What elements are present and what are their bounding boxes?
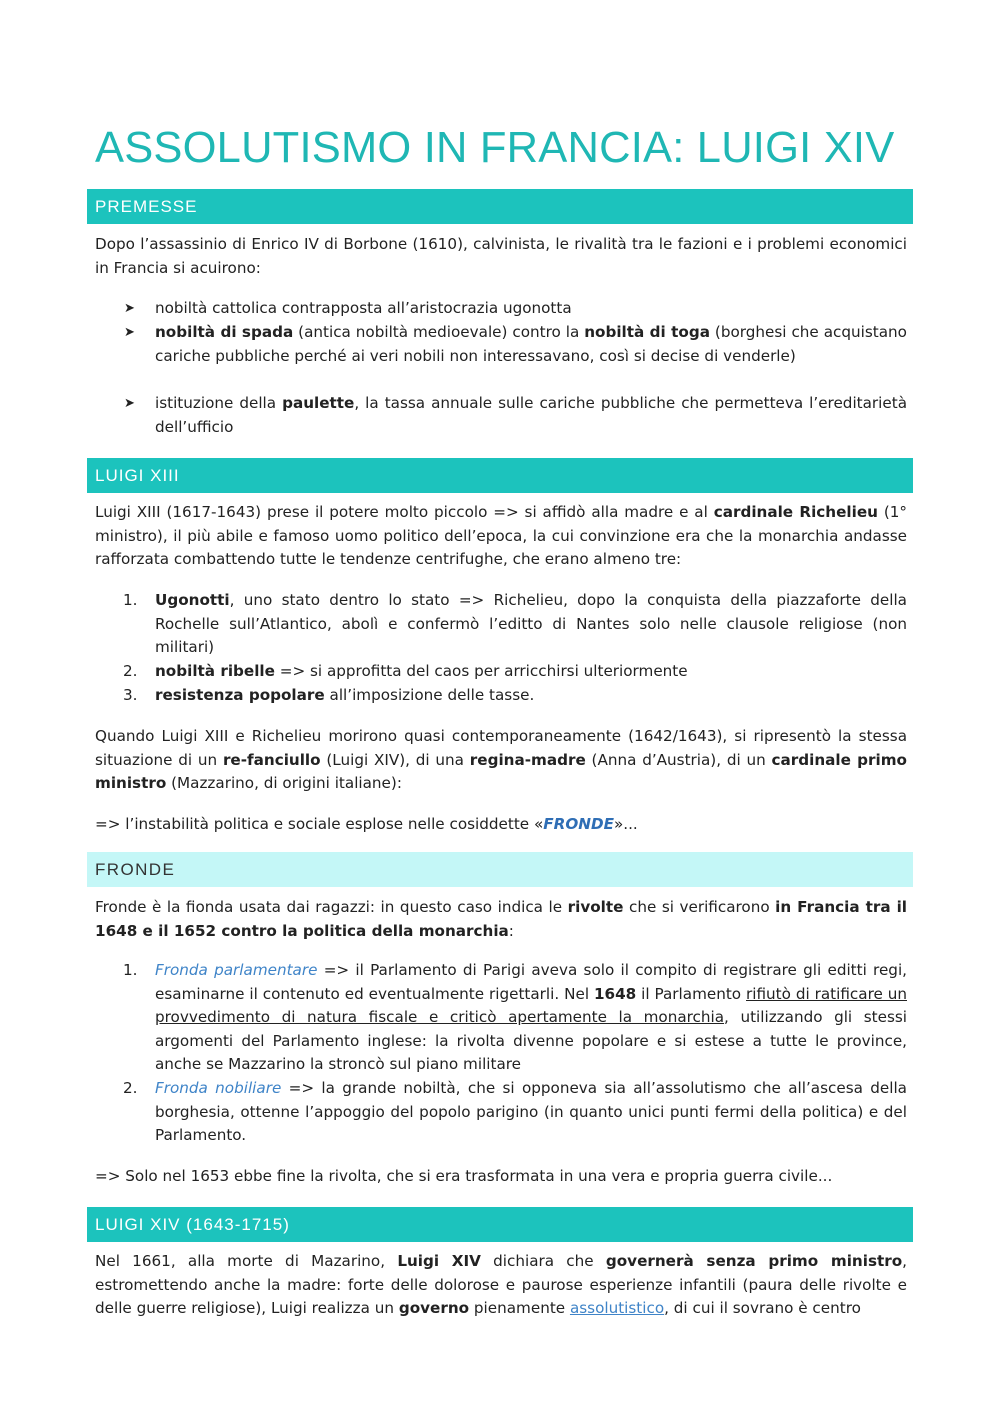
fronde-paragraph: Fronde è la fionda usata dai ragazzi: in questo caso indica le rivolte che si verificarono in Francia tra il 1648 e il 1652 contro la politica della monarchia:: [95, 898, 907, 940]
section-header-fronde: FRONDE: [87, 852, 913, 887]
fronde-highlight: FRONDE: [543, 815, 614, 833]
page-title: ASSOLUTISMO IN FRANCIA: LUIGI XIV: [95, 124, 895, 172]
premesse-intro: Dopo l’assassinio di Enrico IV di Borbone (1610), calvinista, le rivalità tra le fazioni e i problemi economici in Francia si acuirono:: [95, 235, 907, 277]
list-item: 1. Ugonotti, uno stato dentro lo stato => Richelieu, dopo la conquista della piazzaforte della Rochelle sull’Atlantico, abolì e confermò l’editto di Nantes solo nelle clausole religiose (non militari): [123, 591, 907, 656]
luigi-xiii-paragraph: Luigi XIII (1617-1643) prese il potere molto piccolo => si affidò alla madre e al cardinale Richelieu (1° ministro), il più abile e famoso uomo politico dell’epoca, la cui convinzione era che la monarchia andasse rafforzata combattendo tutte le tendenze centrifughe, che erano almeno tre:: [95, 503, 907, 568]
section-header-luigi-xiii: LUIGI XIII: [87, 458, 913, 493]
assolutistico-link[interactable]: assolutistico: [569, 1299, 665, 1317]
list-item: ➤ istituzione della paulette, la tassa annuale sulle cariche pubbliche che permetteva l’ereditarietà dell’ufficio: [124, 394, 907, 436]
list-item: 3. resistenza popolare all’imposizione delle tasse.: [155, 684, 907, 708]
arrow-bullet-icon: ➤: [124, 325, 135, 340]
section-header-premesse: PREMESSE: [87, 189, 913, 224]
list-number: 2.: [123, 662, 138, 680]
luigi-xiv-paragraph: Nel 1661, alla morte di Mazarino, Luigi XIV dichiara che governerà senza primo ministro, estromettendo anche la madre: forte delle dolorose e paurose esperienze infantili (paura delle rivolte e delle guerre religiose), Luigi realizza un governo pienamente assolutistico, di cui il sovrano è centro: [95, 1252, 907, 1317]
fronde-intro-line: => l’instabilità politica e sociale esplose nelle cosiddette «FRONDE»...: [95, 815, 638, 833]
list-number: 3.: [123, 686, 138, 704]
list-number: 1.: [123, 591, 138, 609]
list-item: ➤ nobiltà di spada (antica nobiltà medioevale) contro la nobiltà di toga (borghesi che acquistano cariche pubbliche perché ai veri nobili non interessavano, così si decise di venderle): [124, 323, 907, 365]
arrow-bullet-icon: ➤: [124, 301, 135, 316]
list-number: 2.: [123, 1079, 138, 1097]
list-item: 1. Fronda parlamentare => il Parlamento di Parigi aveva solo il compito di registrare gli editti regi, esaminarne il contenuto ed eventualmente rigettarli. Nel 1648 il Parlamento rifiutò di ratificare un provvedimento di natura fiscale e criticò apertamente la monarchia, utilizzando gli stessi argomenti del Parlamento inglese: la rivolta divenne popolare e si estese a tutte le province, anche se Mazzarino la stroncò sul piano militare: [123, 961, 907, 1073]
list-number: 1.: [123, 961, 138, 979]
section-header-luigi-xiv: LUIGI XIV (1643-1715): [87, 1207, 913, 1242]
fronde-conclusion: => Solo nel 1653 ebbe fine la rivolta, che si era trasformata in una vera e propria guerra civile...: [95, 1167, 833, 1185]
list-item: 2. nobiltà ribelle => si approfitta del caos per arricchirsi ulteriormente: [155, 660, 907, 684]
luigi-xiii-succession-paragraph: Quando Luigi XIII e Richelieu morirono quasi contemporaneamente (1642/1643), si ripresentò la stessa situazione di un re-fanciullo (Luigi XIV), di una regina-madre (Anna d’Austria), di un cardinale primo ministro (Mazzarino, di origini italiane):: [95, 727, 907, 792]
list-item: ➤ nobiltà cattolica contrapposta all’aristocrazia ugonotta: [155, 297, 907, 321]
arrow-bullet-icon: ➤: [124, 396, 135, 411]
list-item: 2. Fronda nobiliare => la grande nobiltà, che si opponeva sia all’assolutismo che all’ascesa della borghesia, ottenne l’appoggio del popolo parigino (in quanto unici punti fermi della politica) e del Parlamento.: [123, 1079, 907, 1144]
